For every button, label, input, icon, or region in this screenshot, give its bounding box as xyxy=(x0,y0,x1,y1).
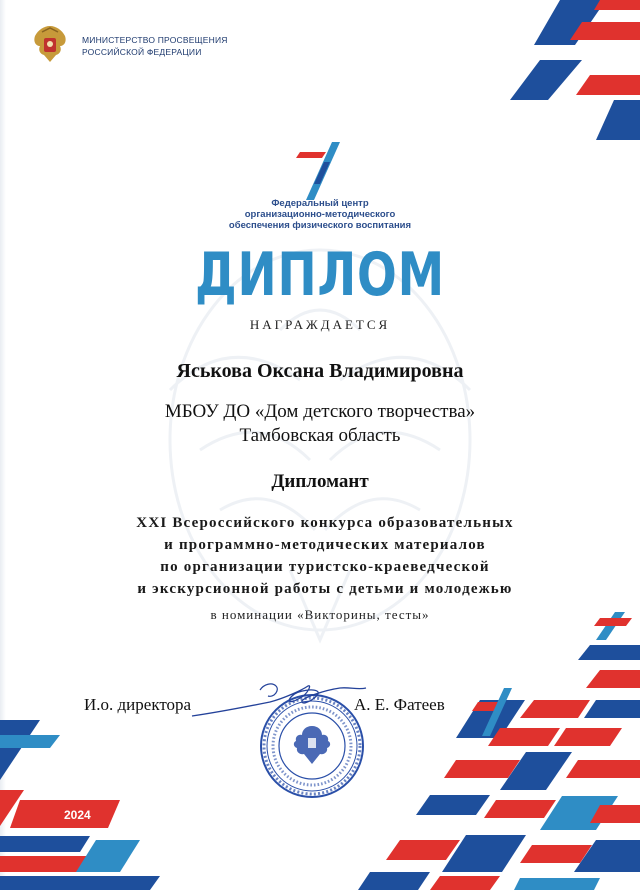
award-status: Дипломант xyxy=(271,471,369,492)
recipient-name: Яськова Оксана Владимировна xyxy=(176,360,464,382)
ministry-line-2: РОССИЙСКОЙ ФЕДЕРАЦИИ xyxy=(82,47,202,57)
signature xyxy=(190,672,370,732)
signatory-name: А. Е. Фатеев xyxy=(354,695,445,714)
recipient-organization xyxy=(100,400,540,448)
year-badge: 2024 xyxy=(64,808,91,822)
center-name xyxy=(200,198,440,231)
ministry-header xyxy=(30,22,230,66)
nomination-text: в номинации «Викторины, тесты» xyxy=(210,607,430,622)
signatory-role: И.о. директора xyxy=(84,695,192,714)
ministry-emblem-icon xyxy=(30,22,70,66)
contest-line-1: XXI Всероссийского конкурса образовательных xyxy=(136,515,514,531)
top-right-stripes xyxy=(510,0,640,140)
organization-name: МБОУ ДО «Дом детского творчества» xyxy=(164,401,476,422)
bottom-left-stripes xyxy=(0,720,160,890)
region-name: Тамбовская область xyxy=(239,425,401,446)
center-name-line-2: организационно-методического xyxy=(244,209,396,220)
diploma-title: ДИПЛОМ xyxy=(195,240,445,310)
bottom-right-stripes xyxy=(358,612,640,890)
contest-line-2: и программно-методических материалов xyxy=(164,537,486,553)
center-logo-icon xyxy=(296,140,348,202)
center-name-line-1: Федеральный центр xyxy=(271,198,369,209)
contest-line-3: по организации туристско-краеведческой xyxy=(160,559,490,575)
contest-description xyxy=(60,512,590,600)
ministry-line-1: МИНИСТЕРСТВО ПРОСВЕЩЕНИЯ xyxy=(82,35,228,45)
awarded-label: НАГРАЖДАЕТСЯ xyxy=(249,317,391,332)
contest-line-4: и экскурсионной работы с детьми и молодежью xyxy=(137,581,513,597)
ministry-name xyxy=(82,34,228,58)
center-name-line-3: обеспечения физического воспитания xyxy=(228,220,412,231)
